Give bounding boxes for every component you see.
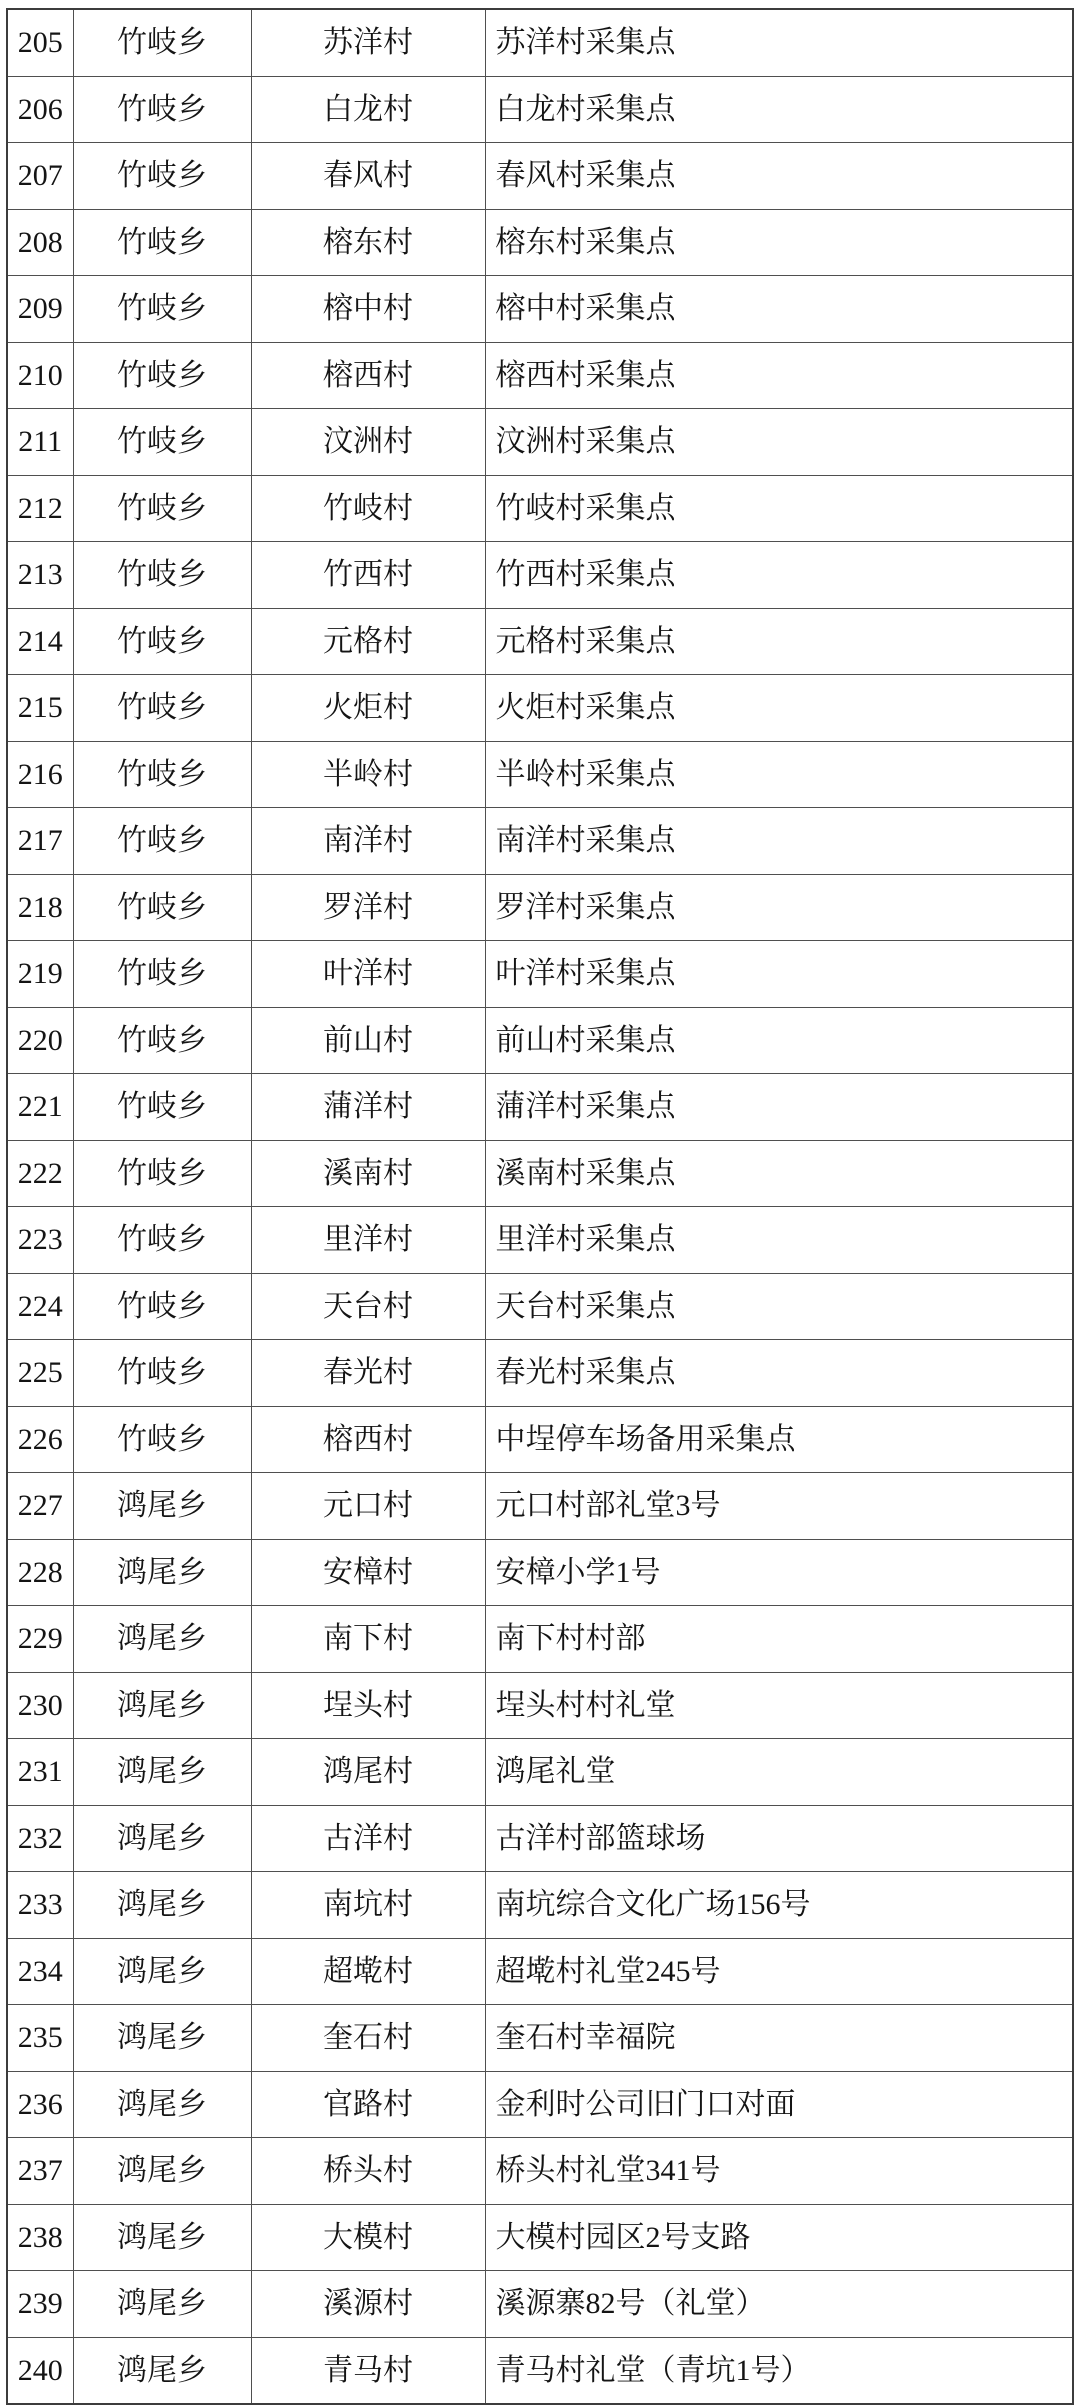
township-cell: 竹岐乡 — [73, 608, 251, 675]
table-row — [7, 808, 1073, 875]
village-cell: 竹岐村 — [251, 475, 485, 542]
table-row — [7, 2337, 1073, 2404]
collection-point-cell: 竹西村采集点 — [485, 542, 1073, 609]
village-cell: 超墘村 — [251, 1938, 485, 2005]
row-number-cell: 233 — [7, 1872, 73, 1939]
village-cell: 南下村 — [251, 1606, 485, 1673]
row-number-cell: 231 — [7, 1739, 73, 1806]
table-row — [7, 2071, 1073, 2138]
collection-point-cell: 榕西村采集点 — [485, 342, 1073, 409]
row-number-cell: 213 — [7, 542, 73, 609]
township-cell: 竹岐乡 — [73, 276, 251, 343]
collection-point-cell: 中埕停车场备用采集点 — [485, 1406, 1073, 1473]
table-row — [7, 1140, 1073, 1207]
row-number-cell: 209 — [7, 276, 73, 343]
collection-point-cell: 南洋村采集点 — [485, 808, 1073, 875]
collection-point-cell: 春光村采集点 — [485, 1340, 1073, 1407]
collection-point-cell: 白龙村采集点 — [485, 76, 1073, 143]
table-row — [7, 1007, 1073, 1074]
village-cell: 前山村 — [251, 1007, 485, 1074]
row-number-cell: 207 — [7, 143, 73, 210]
table-row — [7, 941, 1073, 1008]
table-row — [7, 1340, 1073, 1407]
row-number-cell: 239 — [7, 2271, 73, 2338]
table-row — [7, 1805, 1073, 1872]
collection-point-cell: 金利时公司旧门口对面 — [485, 2071, 1073, 2138]
village-cell: 南坑村 — [251, 1872, 485, 1939]
township-cell: 鸿尾乡 — [73, 2271, 251, 2338]
village-cell: 安樟村 — [251, 1539, 485, 1606]
collection-point-cell: 鸿尾礼堂 — [485, 1739, 1073, 1806]
table-row — [7, 874, 1073, 941]
table-row — [7, 276, 1073, 343]
collection-point-cell: 蒲洋村采集点 — [485, 1074, 1073, 1141]
collection-point-cell: 火炬村采集点 — [485, 675, 1073, 742]
township-cell: 竹岐乡 — [73, 1406, 251, 1473]
collection-point-cell: 榕中村采集点 — [485, 276, 1073, 343]
collection-point-cell: 春风村采集点 — [485, 143, 1073, 210]
township-cell: 竹岐乡 — [73, 143, 251, 210]
village-cell: 竹西村 — [251, 542, 485, 609]
village-cell: 春光村 — [251, 1340, 485, 1407]
township-cell: 鸿尾乡 — [73, 1938, 251, 2005]
township-cell: 竹岐乡 — [73, 741, 251, 808]
village-cell: 半岭村 — [251, 741, 485, 808]
row-number-cell: 216 — [7, 741, 73, 808]
collection-point-cell: 里洋村采集点 — [485, 1207, 1073, 1274]
township-cell: 竹岐乡 — [73, 1340, 251, 1407]
collection-point-cell: 南下村村部 — [485, 1606, 1073, 1673]
village-cell: 桥头村 — [251, 2138, 485, 2205]
village-cell: 奎石村 — [251, 2005, 485, 2072]
village-cell: 溪源村 — [251, 2271, 485, 2338]
township-cell: 竹岐乡 — [73, 9, 251, 76]
village-cell: 火炬村 — [251, 675, 485, 742]
collection-point-cell: 安樟小学1号 — [485, 1539, 1073, 1606]
row-number-cell: 232 — [7, 1805, 73, 1872]
village-cell: 里洋村 — [251, 1207, 485, 1274]
village-cell: 榕西村 — [251, 342, 485, 409]
township-cell: 竹岐乡 — [73, 1074, 251, 1141]
village-cell: 汶洲村 — [251, 409, 485, 476]
collection-point-cell: 汶洲村采集点 — [485, 409, 1073, 476]
table-row — [7, 1938, 1073, 2005]
village-cell: 元格村 — [251, 608, 485, 675]
collection-point-cell: 大模村园区2号支路 — [485, 2204, 1073, 2271]
table-row — [7, 76, 1073, 143]
collection-point-cell: 奎石村幸福院 — [485, 2005, 1073, 2072]
row-number-cell: 237 — [7, 2138, 73, 2205]
table-row — [7, 542, 1073, 609]
village-cell: 榕中村 — [251, 276, 485, 343]
table-row — [7, 1872, 1073, 1939]
row-number-cell: 236 — [7, 2071, 73, 2138]
village-cell: 元口村 — [251, 1473, 485, 1540]
village-cell: 榕东村 — [251, 209, 485, 276]
row-number-cell: 238 — [7, 2204, 73, 2271]
row-number-cell: 208 — [7, 209, 73, 276]
township-cell: 竹岐乡 — [73, 475, 251, 542]
row-number-cell: 211 — [7, 409, 73, 476]
row-number-cell: 228 — [7, 1539, 73, 1606]
township-cell: 竹岐乡 — [73, 1007, 251, 1074]
village-cell: 天台村 — [251, 1273, 485, 1340]
township-cell: 竹岐乡 — [73, 542, 251, 609]
collection-point-cell: 桥头村礼堂341号 — [485, 2138, 1073, 2205]
township-cell: 鸿尾乡 — [73, 2138, 251, 2205]
township-cell: 鸿尾乡 — [73, 2071, 251, 2138]
table-body — [7, 9, 1073, 2404]
village-cell: 鸿尾村 — [251, 1739, 485, 1806]
township-cell: 鸿尾乡 — [73, 1672, 251, 1739]
township-cell: 鸿尾乡 — [73, 1739, 251, 1806]
row-number-cell: 206 — [7, 76, 73, 143]
table-row — [7, 2204, 1073, 2271]
township-cell: 鸿尾乡 — [73, 1872, 251, 1939]
village-cell: 官路村 — [251, 2071, 485, 2138]
row-number-cell: 205 — [7, 9, 73, 76]
table-row — [7, 1473, 1073, 1540]
collection-point-cell: 溪源寨82号（礼堂） — [485, 2271, 1073, 2338]
collection-point-cell: 溪南村采集点 — [485, 1140, 1073, 1207]
village-cell: 大模村 — [251, 2204, 485, 2271]
row-number-cell: 218 — [7, 874, 73, 941]
row-number-cell: 229 — [7, 1606, 73, 1673]
township-cell: 竹岐乡 — [73, 409, 251, 476]
village-cell: 青马村 — [251, 2337, 485, 2404]
table-row — [7, 741, 1073, 808]
collection-point-cell: 苏洋村采集点 — [485, 9, 1073, 76]
table-row — [7, 2005, 1073, 2072]
township-cell: 竹岐乡 — [73, 1273, 251, 1340]
collection-points-table — [6, 8, 1074, 2405]
row-number-cell: 221 — [7, 1074, 73, 1141]
village-cell: 榕西村 — [251, 1406, 485, 1473]
collection-point-cell: 前山村采集点 — [485, 1007, 1073, 1074]
township-cell: 鸿尾乡 — [73, 2337, 251, 2404]
township-cell: 鸿尾乡 — [73, 1473, 251, 1540]
village-cell: 溪南村 — [251, 1140, 485, 1207]
table-row — [7, 9, 1073, 76]
table-row — [7, 1074, 1073, 1141]
table-row — [7, 475, 1073, 542]
collection-point-cell: 元口村部礼堂3号 — [485, 1473, 1073, 1540]
collection-point-cell: 古洋村部篮球场 — [485, 1805, 1073, 1872]
village-cell: 苏洋村 — [251, 9, 485, 76]
collection-point-cell: 青马村礼堂（青坑1号） — [485, 2337, 1073, 2404]
village-cell: 埕头村 — [251, 1672, 485, 1739]
collection-point-cell: 超墘村礼堂245号 — [485, 1938, 1073, 2005]
township-cell: 竹岐乡 — [73, 675, 251, 742]
collection-point-cell: 叶洋村采集点 — [485, 941, 1073, 1008]
township-cell: 鸿尾乡 — [73, 1606, 251, 1673]
row-number-cell: 212 — [7, 475, 73, 542]
collection-point-cell: 元格村采集点 — [485, 608, 1073, 675]
row-number-cell: 214 — [7, 608, 73, 675]
township-cell: 鸿尾乡 — [73, 1805, 251, 1872]
row-number-cell: 240 — [7, 2337, 73, 2404]
table-row — [7, 143, 1073, 210]
row-number-cell: 219 — [7, 941, 73, 1008]
collection-point-cell: 竹岐村采集点 — [485, 475, 1073, 542]
table-row — [7, 1273, 1073, 1340]
table-row — [7, 1672, 1073, 1739]
row-number-cell: 222 — [7, 1140, 73, 1207]
village-cell: 罗洋村 — [251, 874, 485, 941]
row-number-cell: 210 — [7, 342, 73, 409]
row-number-cell: 226 — [7, 1406, 73, 1473]
village-cell: 古洋村 — [251, 1805, 485, 1872]
township-cell: 竹岐乡 — [73, 1207, 251, 1274]
village-cell: 春风村 — [251, 143, 485, 210]
row-number-cell: 224 — [7, 1273, 73, 1340]
table-row — [7, 1207, 1073, 1274]
row-number-cell: 215 — [7, 675, 73, 742]
township-cell: 竹岐乡 — [73, 1140, 251, 1207]
row-number-cell: 230 — [7, 1672, 73, 1739]
village-cell: 蒲洋村 — [251, 1074, 485, 1141]
row-number-cell: 234 — [7, 1938, 73, 2005]
row-number-cell: 235 — [7, 2005, 73, 2072]
township-cell: 竹岐乡 — [73, 342, 251, 409]
village-cell: 南洋村 — [251, 808, 485, 875]
row-number-cell: 220 — [7, 1007, 73, 1074]
table-row — [7, 1606, 1073, 1673]
table-row — [7, 1539, 1073, 1606]
table-row — [7, 608, 1073, 675]
collection-point-cell: 天台村采集点 — [485, 1273, 1073, 1340]
row-number-cell: 225 — [7, 1340, 73, 1407]
township-cell: 竹岐乡 — [73, 874, 251, 941]
township-cell: 竹岐乡 — [73, 209, 251, 276]
collection-point-cell: 榕东村采集点 — [485, 209, 1073, 276]
table-row — [7, 2271, 1073, 2338]
township-cell: 鸿尾乡 — [73, 2005, 251, 2072]
township-cell: 竹岐乡 — [73, 941, 251, 1008]
table-row — [7, 675, 1073, 742]
row-number-cell: 217 — [7, 808, 73, 875]
table-row — [7, 1406, 1073, 1473]
township-cell: 竹岐乡 — [73, 808, 251, 875]
township-cell: 竹岐乡 — [73, 76, 251, 143]
row-number-cell: 227 — [7, 1473, 73, 1540]
collection-point-cell: 罗洋村采集点 — [485, 874, 1073, 941]
table-row — [7, 342, 1073, 409]
table-row — [7, 409, 1073, 476]
table-row — [7, 2138, 1073, 2205]
table-row — [7, 1739, 1073, 1806]
collection-point-cell: 半岭村采集点 — [485, 741, 1073, 808]
township-cell: 鸿尾乡 — [73, 2204, 251, 2271]
township-cell: 鸿尾乡 — [73, 1539, 251, 1606]
row-number-cell: 223 — [7, 1207, 73, 1274]
collection-points-table-container — [6, 8, 1074, 2405]
collection-point-cell: 南坑综合文化广场156号 — [485, 1872, 1073, 1939]
village-cell: 叶洋村 — [251, 941, 485, 1008]
table-row — [7, 209, 1073, 276]
village-cell: 白龙村 — [251, 76, 485, 143]
collection-point-cell: 埕头村村礼堂 — [485, 1672, 1073, 1739]
